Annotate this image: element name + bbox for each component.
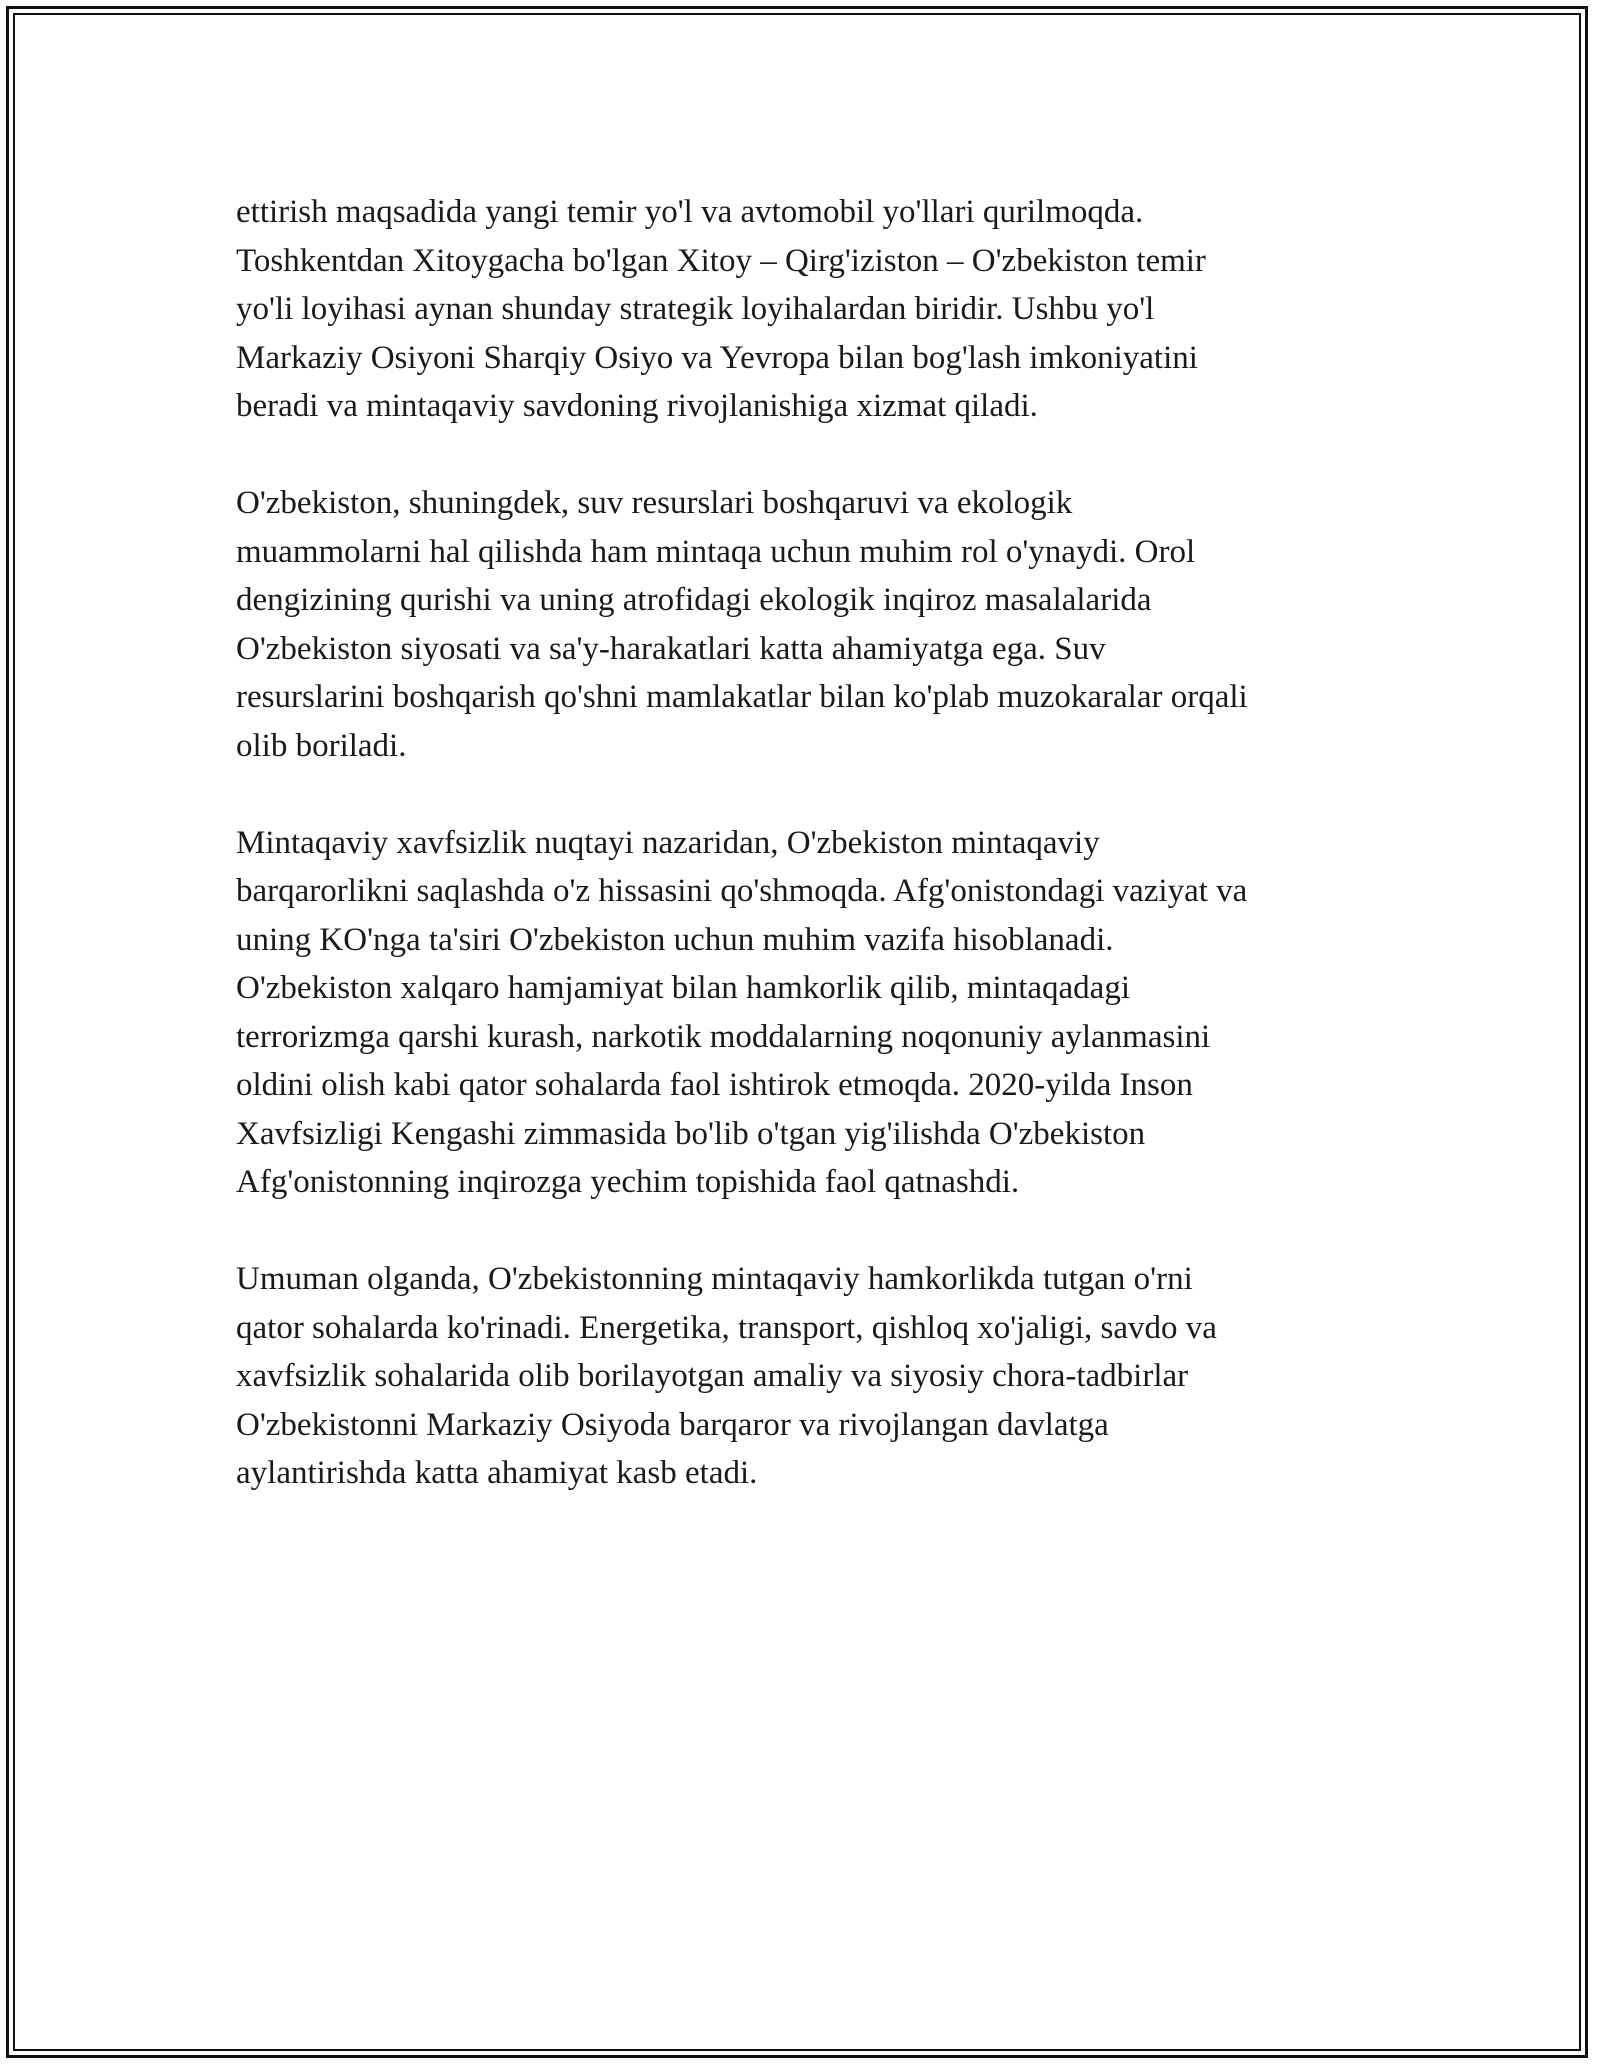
text-line: Umuman olganda, O'zbekistonning mintaqaviy hamkorlikda tutgan o'rni [236, 1261, 1193, 1297]
paragraph-transport [236, 188, 1366, 431]
text-line: aylantirishda katta ahamiyat kasb etadi. [236, 1455, 758, 1491]
text-line: Mintaqaviy xavfsizlik nuqtayi nazaridan, O'zbekiston mintaqaviy [236, 824, 1100, 861]
text-line: Afg'onistonning inqirozga yechim topishida faol qatnashdi. [236, 1164, 1020, 1200]
text-line: oldini olish kabi qator sohalarda faol ishtirok etmoqda. 2020-yilda Inson [236, 1067, 1193, 1103]
text-line: uning KO'nga ta'siri O'zbekiston uchun muhim vazifa hisoblanadi. [236, 921, 1114, 958]
text-line: terrorizmga qarshi kurash, narkotik moddalarning noqonuniy aylanmasini [236, 1018, 1211, 1055]
text-line: muammolarni hal qilishda ham mintaqa uchun muhim rol o'ynaydi. Orol [236, 533, 1196, 570]
document-body [236, 188, 1366, 1498]
text-line: O'zbekiston, shuningdek, suv resurslari boshqaruvi va ekologik [236, 485, 1073, 521]
text-line: beradi va mintaqaviy savdoning rivojlanishiga xizmat qiladi. [236, 388, 1038, 424]
text-line: Markaziy Osiyoni Sharqiy Osiyo va Yevropa bilan bog'lash imkoniyatini [236, 339, 1198, 376]
text-line: olib boriladi. [236, 727, 407, 764]
text-line: ettirish maqsadida yangi temir yo'l va avtomobil yo'llari qurilmoqda. [236, 194, 1144, 230]
text-line: O'zbekiston siyosati va sa'y-harakatlari katta ahamiyatga ega. Suv [236, 630, 1106, 667]
text-line: Xavfsizligi Kengashi zimmasida bo'lib o'tgan yig'ilishda O'zbekiston [236, 1115, 1146, 1152]
text-line: qator sohalarda ko'rinadi. Energetika, transport, qishloq xo'jaligi, savdo va [236, 1309, 1217, 1346]
text-line: barqarorlikni saqlashda o'z hissasini qo'shmoqda. Afg'onistondagi vaziyat va [236, 873, 1248, 909]
paragraph-conclusion [236, 1255, 1366, 1498]
text-line: yo'li loyihasi aynan shunday strategik loyihalardan biridir. Ushbu yo'l [236, 291, 1155, 327]
text-line: dengizining qurishi va uning atrofidagi ekologik inqiroz masalalarida [236, 582, 1152, 618]
text-line: Toshkentdan Xitoygacha bo'lgan Xitoy – Qirg'iziston – O'zbekiston temir [236, 242, 1206, 279]
text-line: O'zbekistonni Markaziy Osiyoda barqaror va rivojlangan davlatga [236, 1406, 1109, 1443]
paragraph-regional-security [236, 819, 1366, 1207]
paragraph-water-resources [236, 479, 1366, 770]
text-line: xavfsizlik sohalarida olib borilayotgan amaliy va siyosiy chora-tadbirlar [236, 1358, 1189, 1394]
text-line: resurslarini boshqarish qo'shni mamlakatlar bilan ko'plab muzokaralar orqali [236, 679, 1248, 715]
text-line: O'zbekiston xalqaro hamjamiyat bilan hamkorlik qilib, mintaqadagi [236, 970, 1130, 1006]
